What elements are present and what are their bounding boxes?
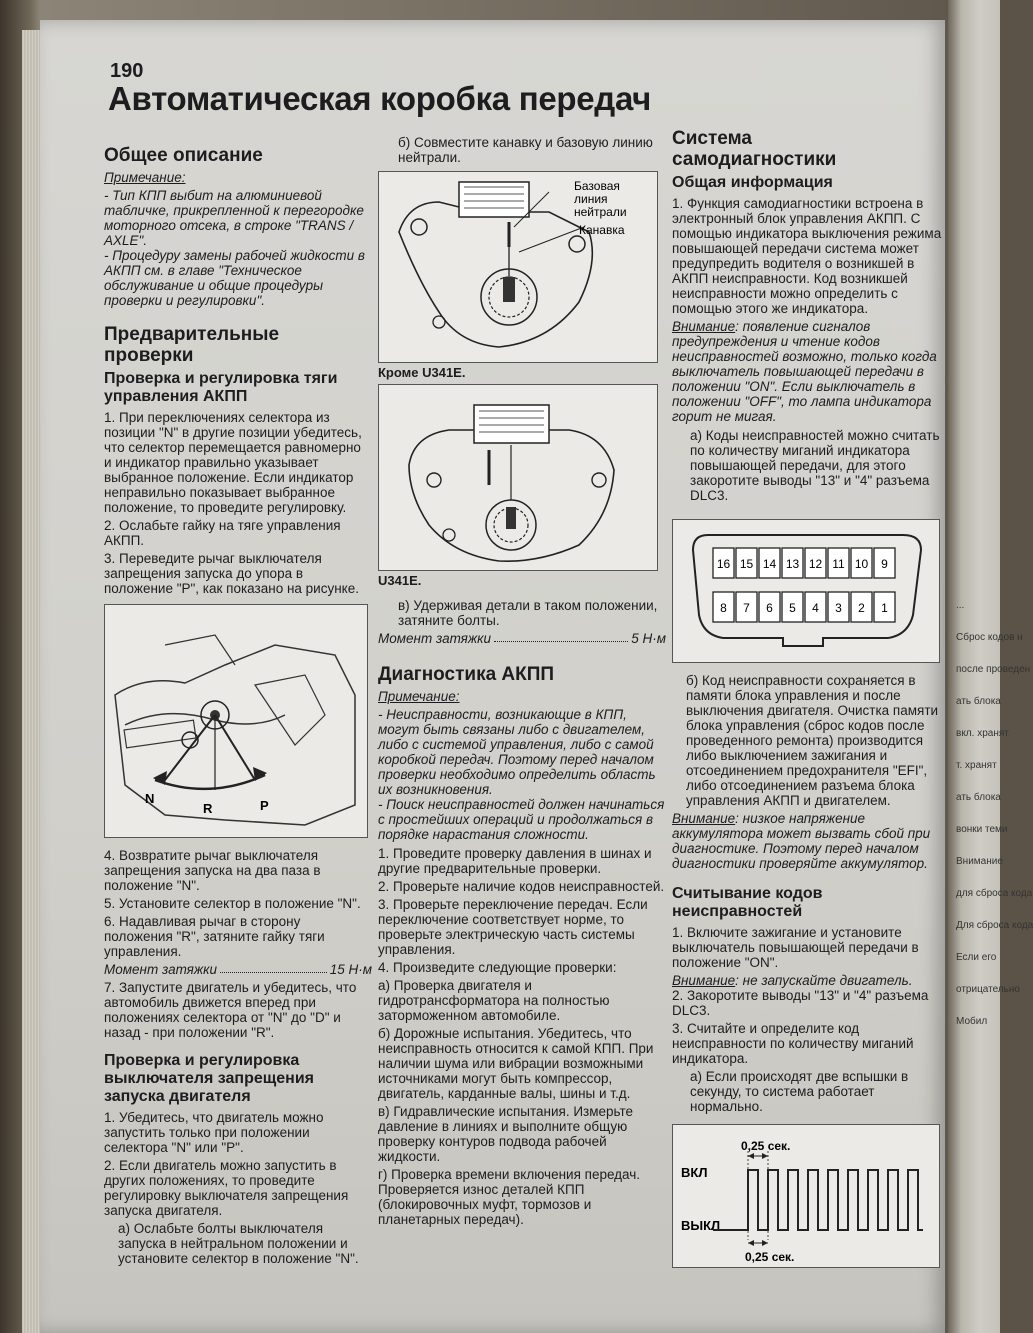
column-2 (378, 135, 666, 1230)
torque-value-2: 5 Н·м (631, 631, 666, 646)
step-7: 7. Запустите двигатель и убедитесь, что автомобиль движется вперед при положениях селектора от "N" до "D" и назад - при положении "R". (104, 980, 357, 1040)
torque-row-1 (104, 962, 372, 977)
read-step-3: 3. Считайте и определите код неисправности по количеству миганий индикатора. (672, 1021, 914, 1066)
page-number: 190 (110, 60, 144, 82)
warning-2-text: : низкое напряжение аккумулятора может вызвать сбой при диагностике. Поэтому перед началом диагностики проверяйте аккумулятор. (672, 811, 931, 871)
self-diag-step-a: а) Коды неисправностей можно считать по количеству миганий индикатора повышающей передачи, для этого закоротите выводы "13" и "4" разъема DLC3. (690, 428, 940, 503)
adjacent-page-fragment: ать блока (956, 696, 1001, 707)
torque-label: Момент затяжки (104, 962, 218, 977)
adjacent-page-fragment: т. хранят (956, 760, 997, 771)
book-page (40, 20, 945, 1333)
switch-drawing-2 (379, 385, 657, 570)
prelim-heading: Предварительные проверки (104, 324, 280, 366)
diag-step-1: 1. Проведите проверку давления в шинах и другие предварительные проверки. (378, 846, 652, 876)
warning-label: Внимание (672, 319, 736, 334)
label-groove: Канавка (579, 223, 625, 237)
note-2: - Процедуру замены рабочей жидкости в АКПП см. в главе "Техническое обслуживание и общие процедуры проверки и регулировки". (104, 248, 365, 308)
self-diag-step-b: б) Код неисправности сохраняется в памяти блока управления и после выключения двигателя. Очистка памяти блока управления (сброс кодов после проведенного ремонта) производится либо выключением зажигания и отсоединением предохранителя "EFI", либо отсоединением разъема блока управления АКПП и двигателем. (686, 673, 939, 808)
read-step-2: 2. Закоротите выводы "13" и "4" разъема DLC3. (672, 988, 929, 1018)
dlc-pin-label-1: 1 (881, 601, 888, 615)
adjacent-page-fragment: вкл. хранят (956, 728, 1009, 739)
neutral-switch-figure-1 (378, 171, 658, 363)
adjacent-page-fragment: Для сброса кода (956, 920, 1033, 931)
adjacent-page-fragment: ... (956, 600, 965, 611)
linkage-heading: Проверка и регулировка тяги управления АКПП (104, 370, 338, 405)
switch-step-2: 2. Если двигатель можно запустить в других положениях, то проведите регулировку выключателя запрещения запуска двигателя. (104, 1158, 349, 1218)
adjacent-page-fragment: ать блока (956, 792, 1001, 803)
warning-2-label: Внимание (672, 811, 736, 826)
diag-note-1: - Неисправности, возникающие в КПП, могут быть связаны либо с двигателем, либо с системой управления, либо с самой коробкой передач. Поэтому перед началом проверки необходимо определить область их возникновения. (378, 707, 656, 797)
label-p: P (260, 798, 269, 813)
dlc-pin-label-14: 14 (762, 557, 777, 571)
dlc-pin-label-7: 7 (743, 601, 750, 615)
step-3: 3. Переведите рычаг выключателя запрещения запуска до упора в положение "P", как показано на рисунке. (104, 551, 359, 596)
adjacent-page-fragment: Сброс кодов н (956, 632, 1023, 643)
step-v: в) Удерживая детали в таком положении, затяните болты. (398, 598, 658, 628)
step-6: 6. Надавливая рычаг в сторону положения "R", затяните гайку тяги управления. (104, 914, 325, 959)
dlc-pin-label-9: 9 (881, 557, 888, 571)
read-warning (672, 973, 942, 988)
column-1 (104, 145, 372, 1269)
diag-step-4b: б) Дорожные испытания. Убедитесь, что неисправность относится к самой КПП. При наличии шума или вибрации возможными источниками могут быть компрессор, двигатель, карданные валы, шины и т.д. (378, 1026, 654, 1101)
column-3 (672, 128, 942, 1268)
linkage-figure (104, 604, 368, 838)
book-page-edges (22, 30, 42, 1333)
read-warning-label: Внимание (672, 973, 736, 988)
label-r: R (203, 801, 213, 816)
warning-1 (672, 319, 942, 424)
self-diag-step-1: 1. Функция самодиагностики встроена в электронный блок управления АКПП. С помощью индикатора выключения режима повышающей передачи система может предупредить водителя о возникшей в АКПП неисправности. Код возникшей неисправности можно определить с помощью этого же индикатора. (672, 196, 942, 316)
dlc-pin-label-3: 3 (835, 601, 842, 615)
neutral-switch-figure-2 (378, 384, 658, 571)
adjacent-page-fragment: после проведен (956, 664, 1031, 675)
note-label: Примечание: (104, 170, 186, 185)
dlc-pin-label-13: 13 (785, 557, 800, 571)
dlc-pin-label-5: 5 (789, 601, 796, 615)
adjacent-page-fragment: Внимание (956, 856, 1003, 867)
figure-2-caption: U341E. (378, 573, 422, 588)
diag-step-3: 3. Проверьте переключение передач. Если переключение соответствует норме, то проверьте электрическую часть системы управления. (378, 897, 648, 957)
wave-off-label: ВЫКЛ (681, 1218, 721, 1233)
switch-step-a: а) Ослабьте болты выключателя запуска в нейтральном положении и установите селектор в положение "N". (118, 1221, 359, 1266)
wave-top-label: 0,25 сек. (741, 1139, 791, 1153)
general-heading: Общее описание (104, 145, 263, 166)
dlc-pin-label-6: 6 (766, 601, 773, 615)
read-step-a: а) Если происходят две вспышки в секунду, то система работает нормально. (690, 1069, 909, 1114)
diag-step-4v: в) Гидравлические испытания. Измерьте давление в линиях и выполните общую проверку контуров подвода рабочей жидкости. (378, 1104, 634, 1164)
dlc-pin-label-8: 8 (720, 601, 727, 615)
step-2: 2. Ослабьте гайку на тяге управления АКПП. (104, 518, 341, 548)
diag-step-4g: г) Проверка времени включения передач. Проверяется износ деталей КПП (блокировочных муфт, тормозов и планетарных передач). (378, 1167, 641, 1227)
label-base-line: Базовая линия нейтрали (574, 179, 627, 219)
step-1: 1. При переключениях селектора из позиции "N" в другие позиции убедитесь, что селектор перемещается равномерно и индикатор правильно указывает выбранное положение. Если индикатор неправильно показывает выбранное положение, то проведите регулировку. (104, 410, 362, 515)
note-1: - Тип КПП выбит на алюминиевой табличке, прикрепленной к перегородке моторного отсека, в строке "TRANS / AXLE". (104, 188, 364, 248)
self-diag-heading: Система самодиагностики (672, 128, 837, 170)
switch-drawing-1 (379, 172, 657, 362)
dlc-pin-label-4: 4 (812, 601, 819, 615)
dlc-pin-label-16: 16 (716, 557, 731, 571)
figure-1-caption: Кроме U341E. (378, 365, 466, 380)
dlc-pin-label-11: 11 (832, 557, 845, 571)
wave-bottom-label: 0,25 сек. (745, 1250, 795, 1264)
step-5: 5. Установите селектор в положение "N". (104, 896, 361, 911)
adjacent-page-fragment: для сброса кода (956, 888, 1033, 899)
step-4: 4. Возвратите рычаг выключателя запрещения запуска на два паза в положение "N". (104, 848, 321, 893)
dlc-pin-label-15: 15 (739, 557, 754, 571)
warning-1-text: : появление сигналов предупреждения и чтение кодов неисправностей возможно, только когда выключатель повышающей передачи в положении "ON". Если выключатель в положении "OFF", то лампа индикатора горит не мигая. (672, 319, 937, 424)
wave-on-label: ВКЛ (681, 1165, 708, 1180)
adjacent-page-fragment: отрицательно (956, 984, 1020, 995)
diag-step-4a: а) Проверка двигателя и гидротрансформатора на полностью заторможенном автомобиле. (378, 978, 610, 1023)
step-b: б) Совместите канавку и базовую линию нейтрали. (398, 135, 653, 165)
torque-label-2: Момент затяжки (378, 631, 492, 646)
torque-row-2 (378, 631, 666, 646)
warning-2 (672, 811, 942, 871)
diag-step-4: 4. Произведите следующие проверки: (378, 960, 617, 975)
dlc-pin-label-10: 10 (854, 557, 869, 571)
adjacent-page-fragment: Если его (956, 952, 997, 963)
dlc3-connector-drawing (673, 520, 939, 662)
diag-note-2: - Поиск неисправностей должен начинаться с простейших операций и продолжаться в порядке нарастания сложности. (378, 797, 665, 842)
dlc-pin-label-12: 12 (808, 557, 823, 571)
dlc-pin-label-2: 2 (858, 601, 865, 615)
read-warning-text: : не запускайте двигатель. (735, 973, 913, 988)
dlc3-connector-figure (672, 519, 940, 663)
switch-step-1: 1. Убедитесь, что двигатель можно запустить только при положении селектора "N" или "P". (104, 1110, 324, 1155)
adjacent-page (948, 0, 1033, 1333)
neutral-switch-heading: Проверка и регулировка выключателя запрещения запуска двигателя (104, 1052, 314, 1105)
read-step-1: 1. Включите зажигание и установите выключатель повышающей передачи в положение "ON". (672, 925, 919, 970)
blink-waveform-drawing (673, 1125, 939, 1267)
diag-note-label: Примечание: (378, 689, 460, 704)
adjacent-page-fragment: Мобил (956, 1016, 988, 1027)
page-title: Автоматическая коробка передач (108, 80, 652, 117)
label-n: N (145, 791, 155, 806)
diagnostics-heading: Диагностика АКПП (378, 664, 555, 685)
reading-codes-heading: Считывание кодов неисправностей (672, 885, 823, 920)
adjacent-page-fragment: вонки теми (956, 824, 1008, 835)
blink-waveform-figure (672, 1124, 940, 1268)
linkage-drawing (105, 605, 367, 837)
torque-value: 15 Н·м (329, 962, 372, 977)
general-info-heading: Общая информация (672, 174, 833, 191)
diag-step-2: 2. Проверьте наличие кодов неисправностей. (378, 879, 665, 894)
